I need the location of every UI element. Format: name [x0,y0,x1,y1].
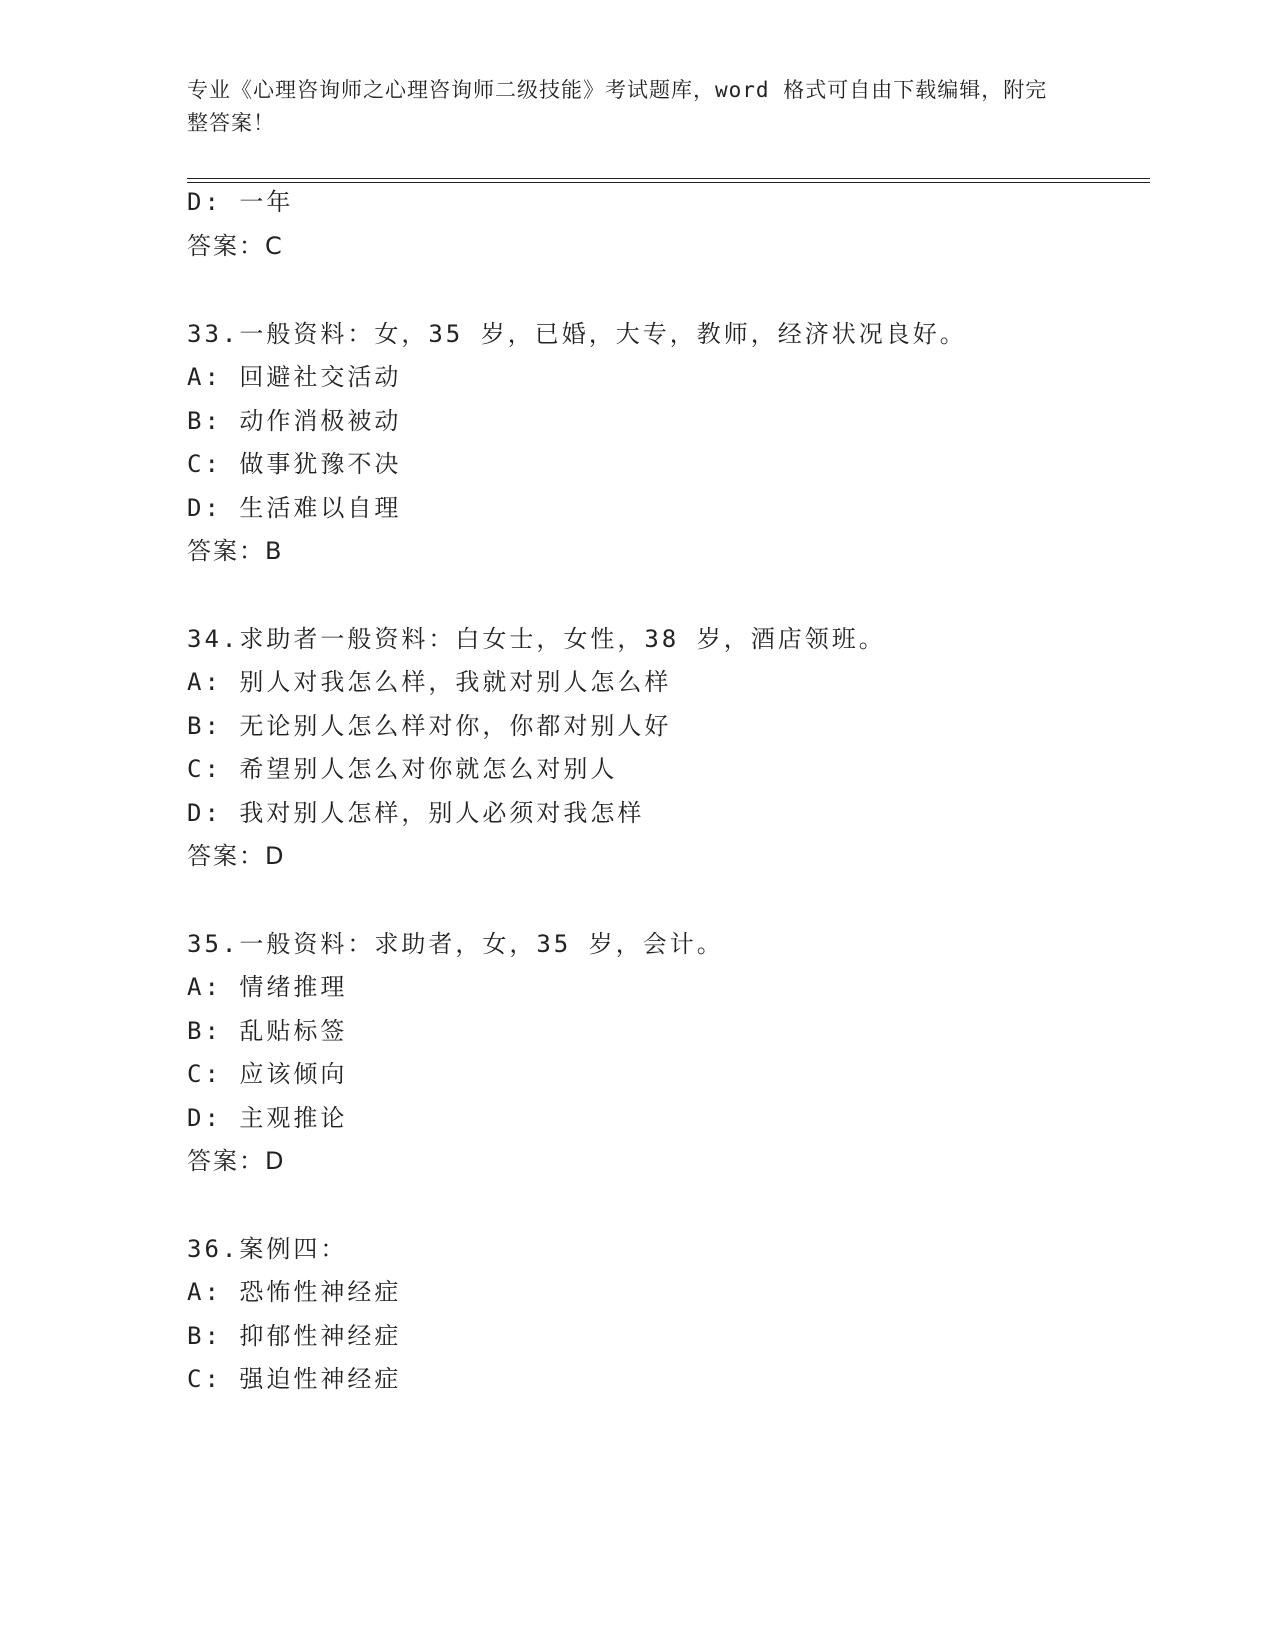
question-34-stem: 34.求助者一般资料：白女士，女性，38 岁，酒店领班。 [187,625,886,653]
question-35-option-b: B: 乱贴标签 [187,1017,348,1045]
question-34-answer: 答案：D [187,842,286,870]
question-35-option-c: C: 应该倾向 [187,1060,348,1088]
question-36-option-a: A: 恐怖性神经症 [187,1278,402,1306]
question-33-answer: 答案：B [187,537,284,565]
prev-answer: 答案：C [187,232,284,260]
question-35-option-d: D: 主观推论 [187,1104,348,1132]
question-36-option-b: B: 抑郁性神经症 [187,1322,402,1350]
question-33-option-a: A: 回避社交活动 [187,363,402,391]
question-33-option-d: D: 生活难以自理 [187,494,402,522]
question-34-option-a: A: 别人对我怎么样，我就对别人怎么样 [187,668,672,696]
header-divider-top [187,178,1150,179]
question-34-option-b: B: 无论别人怎么样对你，你都对别人好 [187,712,672,740]
question-33-option-b: B: 动作消极被动 [187,407,402,435]
question-36-stem: 36.案例四： [187,1235,348,1263]
header-divider-bottom [187,182,1150,183]
prev-option-d: D: 一年 [187,188,294,216]
question-34-option-d: D: 我对别人怎样，别人必须对我怎样 [187,799,645,827]
question-33-stem: 33.一般资料：女，35 岁，已婚，大专，教师，经济状况良好。 [187,320,967,348]
question-35-answer: 答案：D [187,1147,286,1175]
question-34-option-c: C: 希望别人怎么对你就怎么对别人 [187,755,618,783]
question-35-option-a: A: 情绪推理 [187,973,348,1001]
document-header: 专业《心理咨询师之心理咨询师二级技能》考试题库，word 格式可自由下载编辑，附完整答案！ [187,78,1048,135]
question-33-option-c: C: 做事犹豫不决 [187,450,402,478]
question-35-stem: 35.一般资料：求助者，女，35 岁，会计。 [187,930,724,958]
question-36-option-c: C: 强迫性神经症 [187,1365,402,1393]
